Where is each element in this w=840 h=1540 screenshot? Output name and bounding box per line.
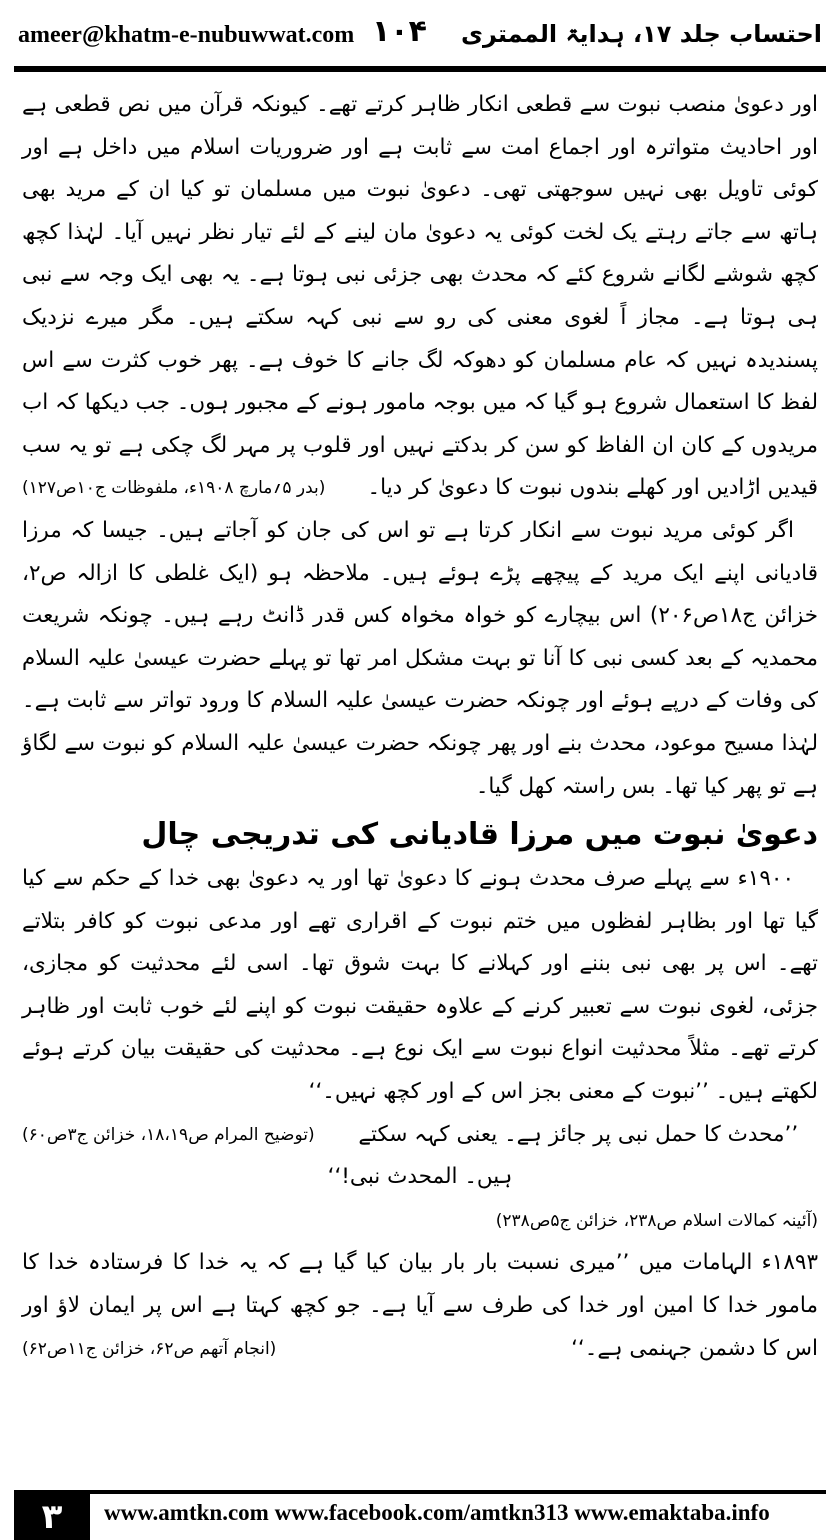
header-rule bbox=[14, 66, 826, 72]
paragraph-3 bbox=[22, 858, 818, 1145]
book-title: احتساب جلد ۱۷، ہدایۃ الممتری bbox=[460, 20, 822, 48]
quote-reference-line bbox=[22, 1199, 818, 1243]
footer-rule bbox=[14, 1490, 826, 1494]
reference-3: (توضیح المرام ص۱۸،۱۹، خزائن ج۳ص۶۰) bbox=[22, 1124, 315, 1145]
paragraph-1 bbox=[22, 84, 818, 510]
paragraph-1-text: اور دعویٰ منصب نبوت سے قطعی انکار ظاہر کرتے تھے۔ کیونکہ قرآن میں نص قطعی ہے اور احادیث متواترہ اور اجماع امت سے ثابت ہے اور ضروریات اسلام میں داخل ہے اور کوئی تاویل بھی نہیں سوجھتی تھی۔ دعویٰ نبوت میں مسلمان تو کیا ان کے مرید بھی ہاتھ سے جاتے رہتے یک لخت کوئی یہ دعویٰ مان لینے کے لئے تیار نظر نہیں آیا۔ لہٰذا کچھ کچھ شوشے لگانے شروع کئے کہ محدث بھی جزئی نبی ہوتا ہے۔ یہ بھی ایک وجہ سے نبی ہی ہوتا ہے۔ مجاز اً لغوی معنی کی رو سے نبی کہہ سکتے ہیں۔ مگر میرے نزدیک پسندیدہ نہیں کہ عام مسلمان کو دھوکہ لگ جانے کا خوف ہے۔ پھر خوب کثرت سے اس لفظ کا استعمال شروع ہو گیا کہ میں بوجہ مامور ہونے کے مجبور ہوں۔ جب دیکھا کہ اب مریدوں کے کان ان الفاظ کو سن کر بدکتے نہیں اور قلوب پر مہر لگ چکی ہے تو یہ سب قیدیں اڑادیں اور کھلے بندوں نبوت کا دعویٰ کر دیا۔ bbox=[22, 92, 818, 501]
paragraph-4 bbox=[22, 1242, 818, 1370]
header-email[interactable]: ameer@khatm-e-nubuwwat.com bbox=[18, 22, 355, 48]
section-number-badge: ۳ bbox=[14, 1494, 90, 1540]
paragraph-4-text: ۱۸۹۳ء الہامات میں ’’میری نسبت بار بار بیان کیا گیا ہے کہ یہ خدا کا فرستادہ خدا کا مامور خدا کا امین اور خدا کی طرف سے آیا ہے۔ جو کچھ کہتا ہے اس پر ایمان لاؤ اور اس کا دشمن جہنمی ہے۔‘‘ bbox=[22, 1250, 818, 1361]
page-header bbox=[0, 0, 840, 66]
quote-text: ’’محدث کا حمل نبی پر جائز ہے۔ یعنی کہہ سکتے ہیں۔ المحدث نبی!‘‘ bbox=[327, 1121, 799, 1190]
footer-links[interactable]: www.amtkn.com www.facebook.com/amtkn313 www.emaktaba.info bbox=[104, 1500, 770, 1525]
reference-4: (انجام آتھم ص۶۲، خزائن ج۱۱ص۶۲) bbox=[22, 1338, 277, 1359]
quote-reference: (آئینہ کمالات اسلام ص۲۳۸، خزائن ج۵ص۲۳۸) bbox=[495, 1210, 818, 1231]
page-body bbox=[22, 84, 818, 1370]
paragraph-3-text: ۱۹۰۰ء سے پہلے صرف محدث ہونے کا دعویٰ تھا اور یہ دعویٰ بھی خدا کے حکم سے کیا گیا تھا اور بظاہر لفظوں میں ختم نبوت کے اقراری تھے اور مدعی نبوت کو کافر بتلاتے تھے۔ اس پر بھی نبی بننے اور کہلانے کا بہت شوق تھا۔ اسی لئے محدثیت کو مجازی، جزئی، لغوی نبوت سے تعبیر کرنے کے علاوہ حقیقت نبوت کو اپنے لئے خوب ثابت اور ظاہر کرتے تھے۔ مثلاً محدثیت انواع نبوت سے ایک نوع ہے۔ محدثیت کی حقیقت بیان کرتے ہوئے لکھتے ہیں۔ ’’نبوت کے معنی بجز اس کے اور کچھ نہیں۔‘‘ bbox=[22, 866, 818, 1105]
paragraph-2 bbox=[22, 510, 818, 808]
reference-1: (بدر ۵؍مارچ ۱۹۰۸ء، ملفوظات ج۱۰ص۱۲۷) bbox=[22, 478, 326, 499]
section-heading: دعویٰ نبوت میں مرزا قادیانی کی تدریجی چال bbox=[141, 817, 818, 853]
page-number: ۱۰۴ bbox=[372, 14, 427, 49]
paragraph-2-text: اگر کوئی مرید نبوت سے انکار کرتا ہے تو اس کی جان کو آجاتے ہیں۔ جیسا کہ مرزا قادیانی اپنے ایک مرید کے پیچھے پڑے ہوئے ہیں۔ ملاحظہ ہو (ایک غلطی کا ازالہ ص۲، خزائن ج۱۸ص۲۰۶) اس بیچارے کو خواہ مخواہ کس قدر ڈانٹ رہے ہیں۔ چونکہ شریعت محمدیہ کے بعد کسی نبی کا آنا تو بہت مشکل امر تھا تو پہلے حضرت عیسیٰ علیہ السلام کی وفات کے درپے ہوئے اور چونکہ حضرت عیسیٰ علیہ السلام کا ورود تواتر سے ثابت ہے۔ لہٰذا مسیح موعود، محدث بنے اور پھر چونکہ حضرت عیسیٰ علیہ السلام کو نبوت سے لگاؤ ہے تو پھر کیا تھا۔ بس راستہ کھل گیا۔ bbox=[22, 517, 818, 799]
